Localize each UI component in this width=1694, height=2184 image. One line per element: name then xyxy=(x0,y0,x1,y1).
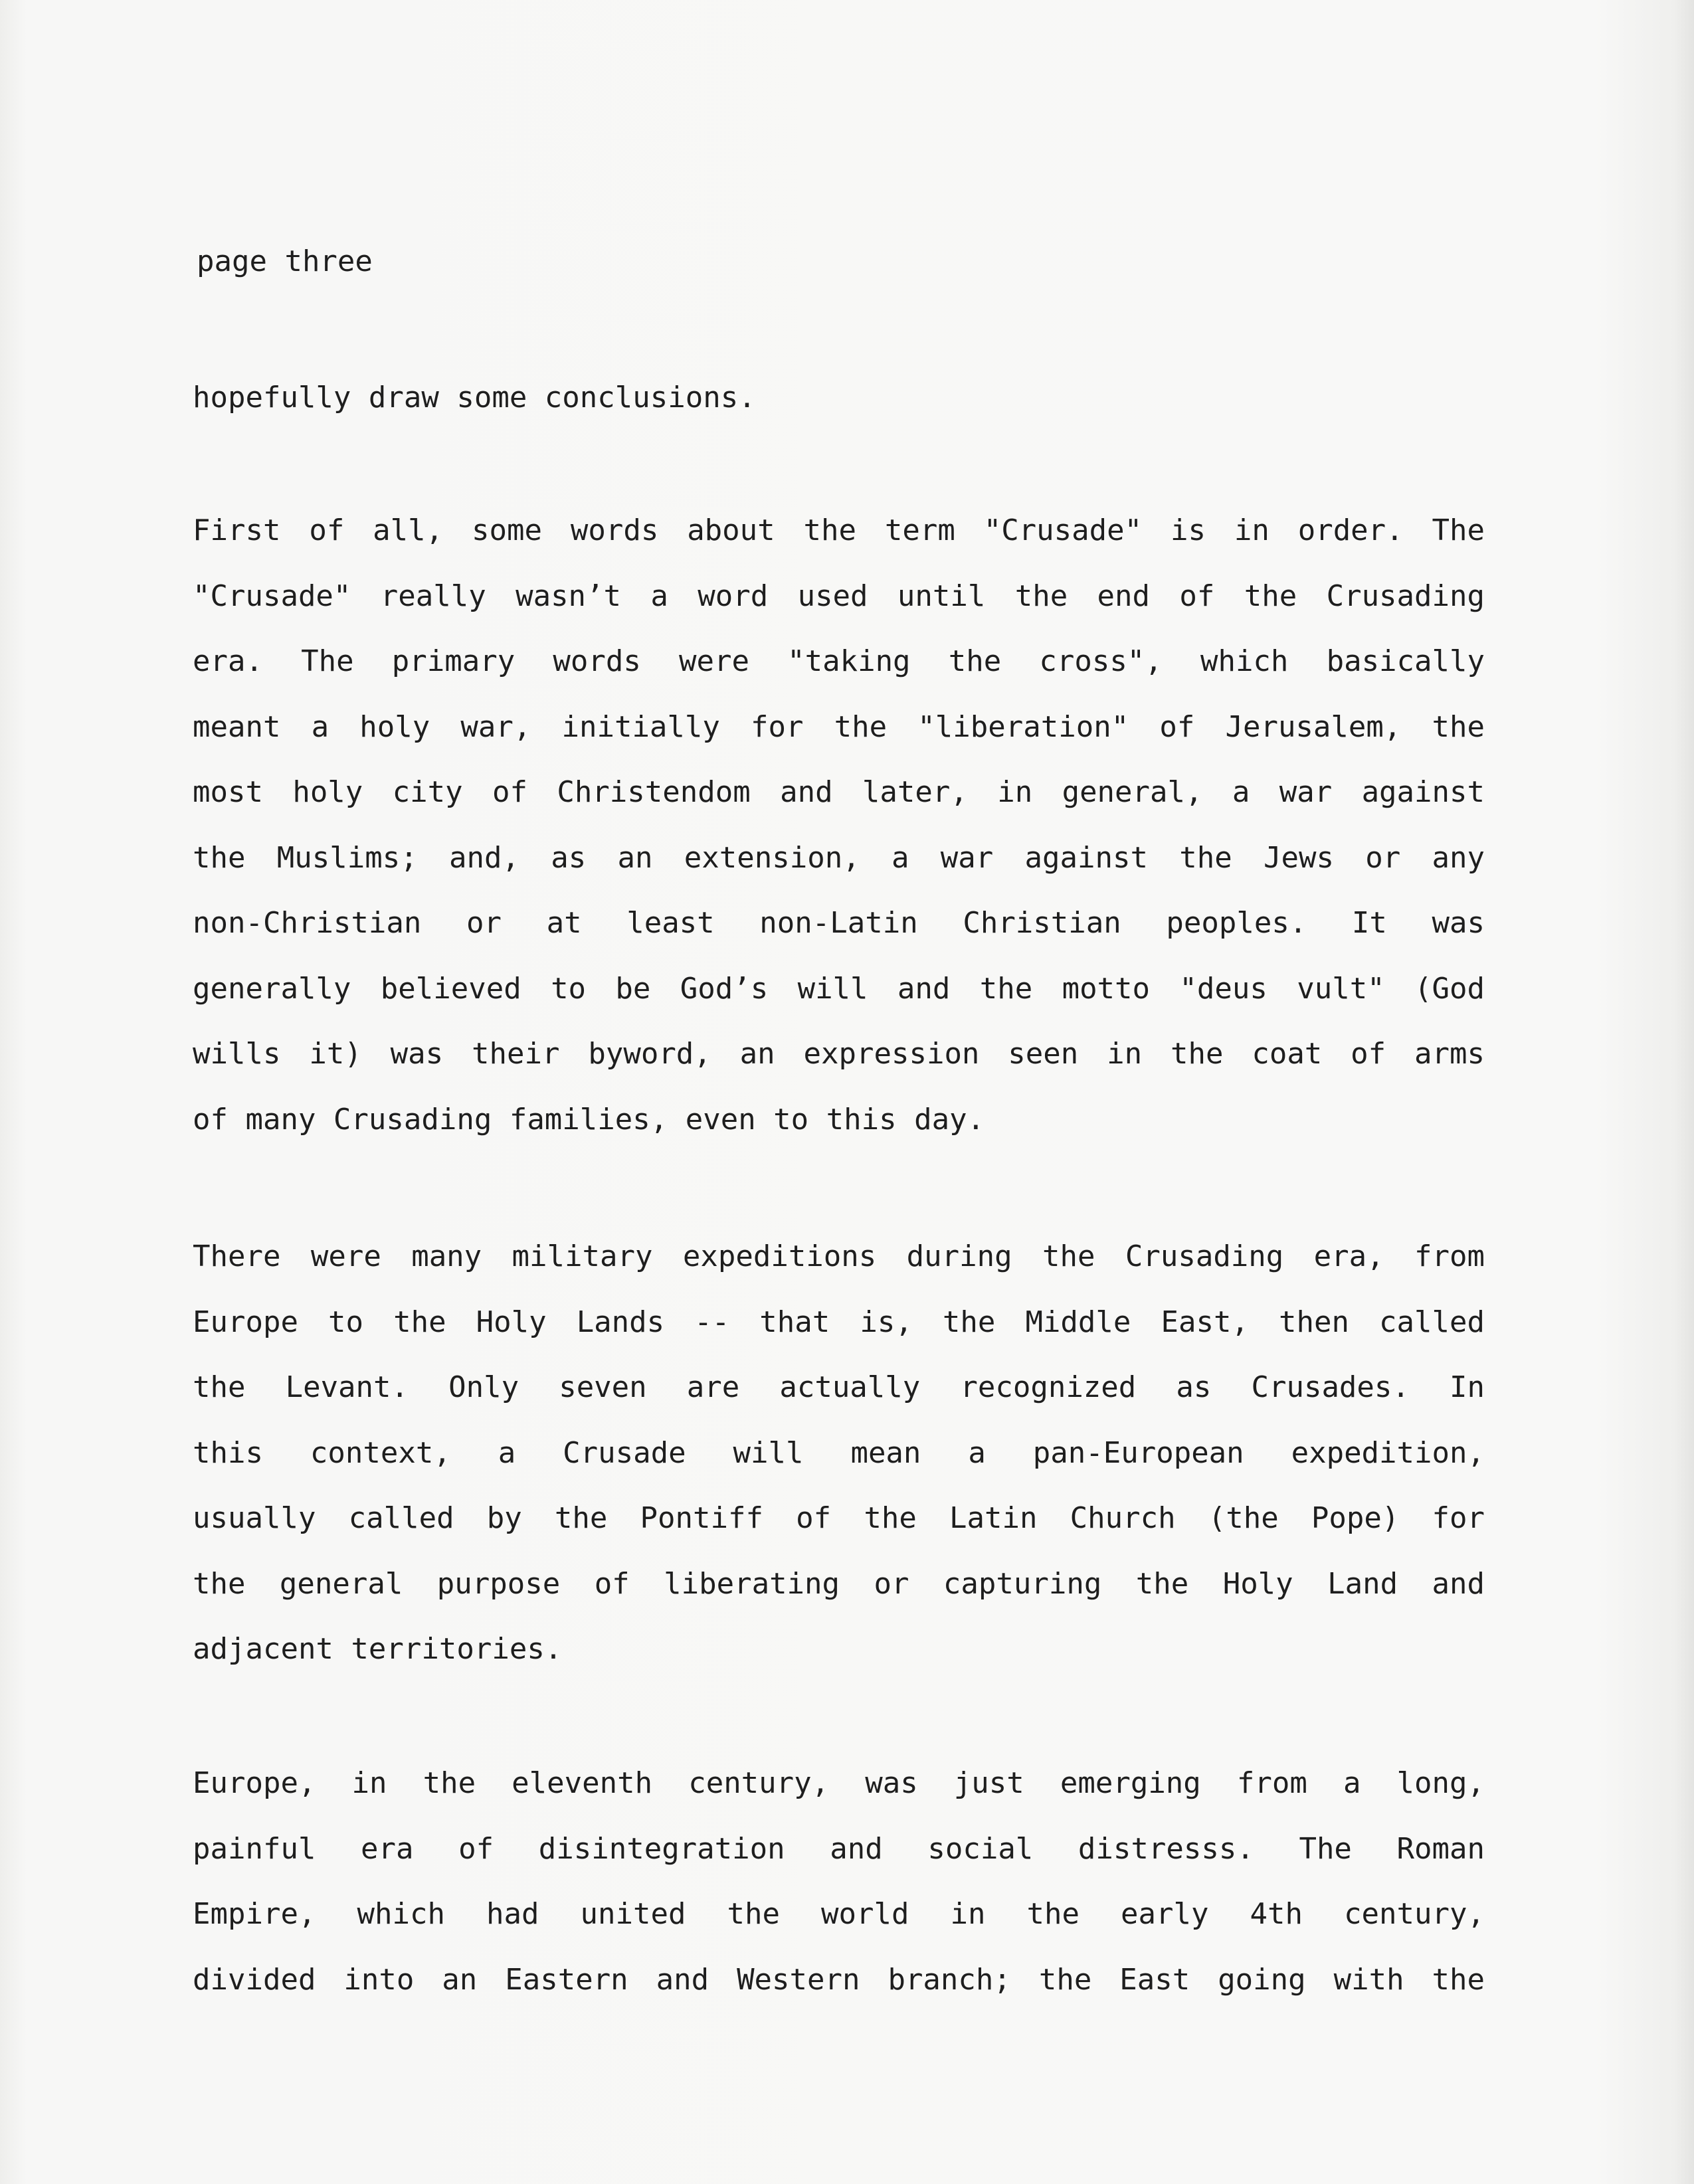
text-line: Europe to the Holy Lands -- that is, the Middle East, then called xyxy=(193,1305,1485,1339)
text-line: the general purpose of liberating or capturing the Holy Land and xyxy=(193,1566,1485,1601)
paragraph-crusade-term xyxy=(193,498,1485,1152)
text-line: adjacent territories. xyxy=(193,1632,563,1666)
text-line: usually called by the Pontiff of the Latin Church (the Pope) for xyxy=(193,1501,1485,1535)
text-line: non-Christian or at least non-Latin Christian peoples. It was xyxy=(193,906,1485,940)
text-line: era. The primary words were "taking the cross", which basically xyxy=(193,644,1485,678)
text-line: the Levant. Only seven are actually recognized as Crusades. In xyxy=(193,1370,1485,1404)
text-line: divided into an Eastern and Western branch; the East going with the xyxy=(193,1962,1485,1997)
text-line: wills it) was their byword, an expression seen in the coat of arms xyxy=(193,1037,1485,1071)
text-line: hopefully draw some conclusions. xyxy=(193,381,756,414)
text-line: meant a holy war, initially for the "liberation" of Jerusalem, the xyxy=(193,709,1485,744)
text-line: painful era of disintegration and social distresss. The Roman xyxy=(193,1831,1485,1866)
paragraph-military-expeditions xyxy=(193,1224,1485,1683)
text-line: Empire, which had united the world in the early 4th century, xyxy=(193,1897,1485,1931)
text-line: Europe, in the eleventh century, was just emerging from a long, xyxy=(193,1766,1485,1800)
text-line: "Crusade" really wasn’t a word used until the end of the Crusading xyxy=(193,579,1485,613)
paragraph-continuation xyxy=(193,365,1485,431)
paragraph-eleventh-century-europe xyxy=(193,1751,1485,2013)
text-line: most holy city of Christendom and later, in general, a war against xyxy=(193,775,1485,809)
text-line: First of all, some words about the term "Crusade" is in order. The xyxy=(193,513,1485,547)
page-number-header: page three xyxy=(197,244,373,278)
text-line: generally believed to be God’s will and the motto "deus vult" (God xyxy=(193,971,1485,1006)
text-line: There were many military expeditions during the Crusading era, from xyxy=(193,1239,1485,1273)
text-line: the Muslims; and, as an extension, a war against the Jews or any xyxy=(193,840,1485,875)
text-line: this context, a Crusade will mean a pan-European expedition, xyxy=(193,1435,1485,1470)
text-line: of many Crusading families, even to this day. xyxy=(193,1102,985,1137)
